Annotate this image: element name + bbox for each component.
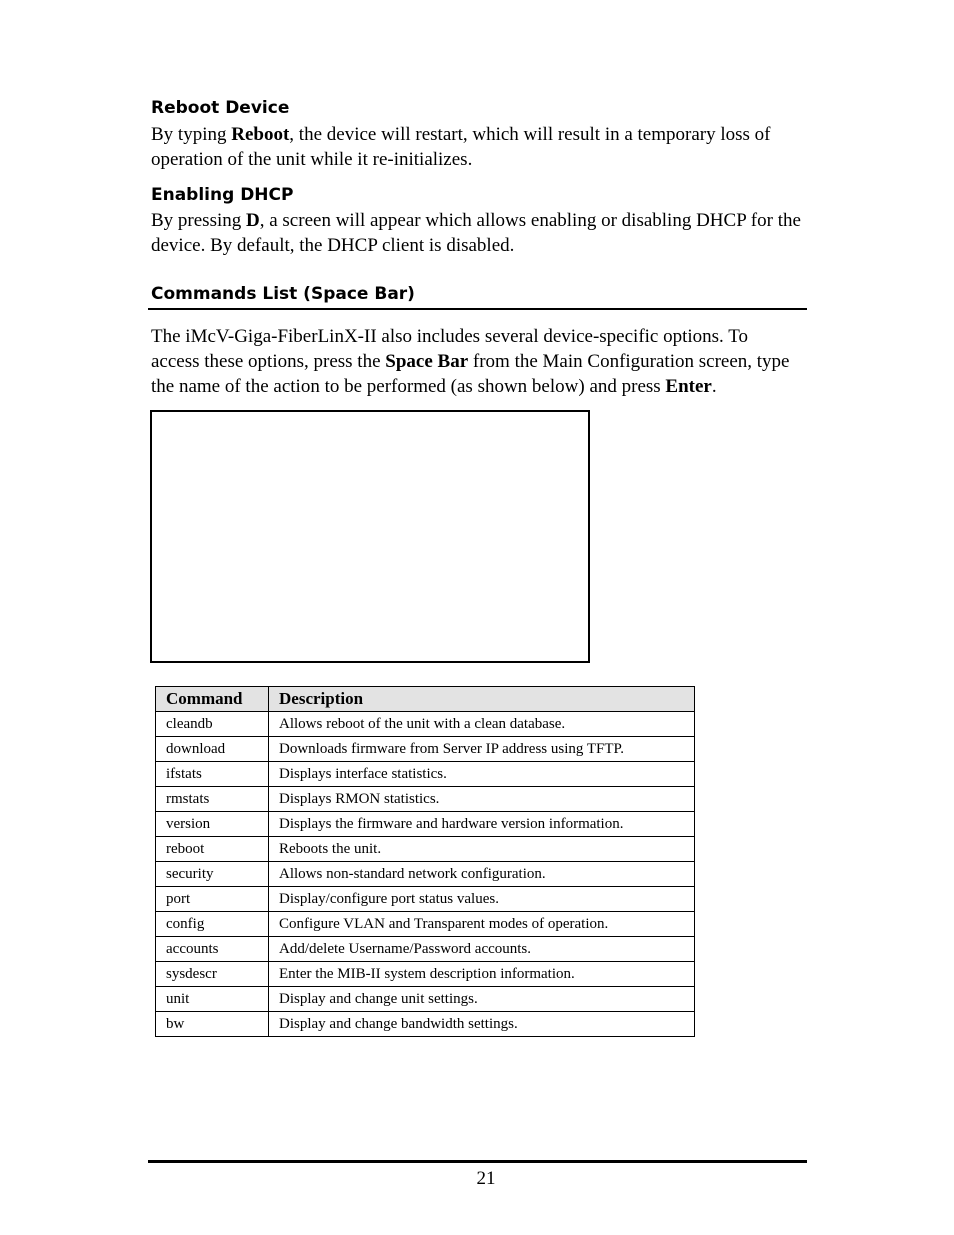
table-row [156,862,695,887]
table-row [156,837,695,862]
command-cell: config [156,912,269,937]
reboot-heading: Reboot Device [151,98,290,118]
page-number: 21 [476,1168,496,1189]
description-cell: Configure VLAN and Transparent modes of operation. [269,912,695,937]
description-cell: Allows non-standard network configuration. [269,862,695,887]
dhcp-keyword: D [246,210,260,231]
dhcp-paragraph: By pressing D, a screen will appear which allows enabling or disabling DHCP for the device. By default, the DHCP client is disabled. [151,210,801,256]
command-cell: security [156,862,269,887]
table-row [156,1012,695,1037]
description-cell: Display and change bandwidth settings. [269,1012,695,1037]
description-cell: Displays the firmware and hardware version information. [269,812,695,837]
description-cell: Downloads firmware from Server IP address using TFTP. [269,737,695,762]
section-divider [148,308,807,310]
command-cell: port [156,887,269,912]
description-cell: Display and change unit settings. [269,987,695,1012]
command-cell: download [156,737,269,762]
commands-heading: Commands List (Space Bar) [151,284,415,304]
command-cell: accounts [156,937,269,962]
commands-paragraph: The iMcV-Giga-FiberLinX-II also includes several device-specific options. To access these options, press the Space Bar from the Main Configuration screen, type the name of the action to be performed (as shown below) and press Enter. [151,326,790,397]
description-cell: Allows reboot of the unit with a clean database. [269,712,695,737]
table-row [156,712,695,737]
table-row [156,987,695,1012]
reboot-paragraph: By typing Reboot, the device will restart, which will result in a temporary loss of operation of the unit while it re-initializes. [151,124,771,170]
description-cell: Display/configure port status values. [269,887,695,912]
command-cell: rmstats [156,787,269,812]
table-row [156,787,695,812]
description-cell: Displays RMON statistics. [269,787,695,812]
header-command: Command [156,687,269,712]
header-description: Description [269,687,695,712]
screenshot-frame [150,410,590,663]
command-cell: sysdescr [156,962,269,987]
table-header-row [156,687,695,712]
commands-table [155,686,695,1037]
command-cell: version [156,812,269,837]
command-cell: bw [156,1012,269,1037]
table-row [156,962,695,987]
command-cell: ifstats [156,762,269,787]
footer-rule [148,1160,807,1163]
table-row [156,812,695,837]
command-cell: cleandb [156,712,269,737]
description-cell: Reboots the unit. [269,837,695,862]
table-row [156,887,695,912]
description-cell: Enter the MIB-II system description information. [269,962,695,987]
table-row [156,737,695,762]
dhcp-heading: Enabling DHCP [151,185,294,205]
table-row [156,762,695,787]
reboot-keyword: Reboot [231,124,290,145]
description-cell: Add/delete Username/Password accounts. [269,937,695,962]
table-row [156,912,695,937]
description-cell: Displays interface statistics. [269,762,695,787]
table-row [156,937,695,962]
command-cell: reboot [156,837,269,862]
command-cell: unit [156,987,269,1012]
